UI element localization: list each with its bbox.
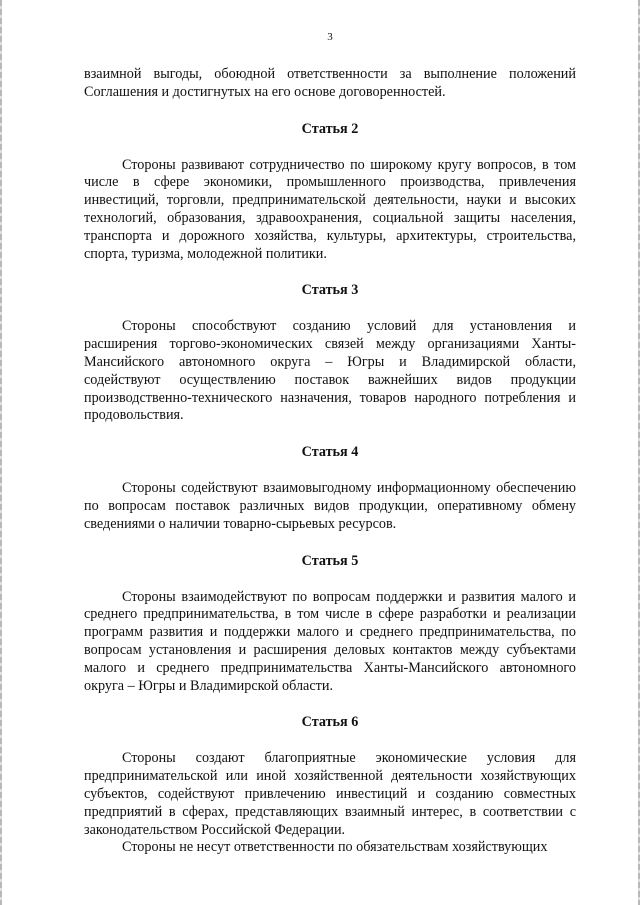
article-4 [84, 443, 576, 533]
document-page [84, 30, 576, 857]
article-3 [84, 281, 576, 425]
scan-left-edge [0, 0, 2, 905]
article-2-paragraph-1: Стороны развивают сотрудничество по широкому кругу вопросов, в том числе в сфере экономики, промышленного производства, привлечения инвестиций, торговли, предпринимательской деятельности, науки и высоких технологий, образования, здравоохранения, социальной защиты населения, транспорта и дорожного хозяйства, культуры, архитектуры, строительства, спорта, туризма, молодежной политики. [84, 156, 576, 262]
intro-paragraph: взаимной выгоды, обоюдной ответственности за выполнение положений Соглашения и достигнутых на его основе договоренностей. [84, 66, 576, 100]
article-5 [84, 552, 576, 696]
article-4-paragraph-1: Стороны содействуют взаимовыгодному информационному обеспечению по вопросам поставок различных видов продукции, оперативному обмену сведениями о наличии товарно-сырьевых ресурсов. [84, 480, 576, 532]
article-2 [84, 120, 576, 264]
article-4-title: Статья 4 [301, 444, 359, 461]
article-3-title: Статья 3 [301, 282, 359, 299]
article-6-paragraph-1: Стороны создают благоприятные экономические условия для предпринимательской или иной хозяйственной деятельности хозяйствующих субъектов, содействуют привлечению инвестиций и созданию совместных предприятий в сферах, представляющих взаимный интерес, в соответствии с законодательством Российской Федерации. [84, 750, 576, 838]
article-3-paragraph-1: Стороны способствуют созданию условий для установления и расширения торгово-экономических связей между организациями Ханты-Мансийского автономного округа – Югры и Владимирской области, содействуют осуществлению поставок важнейших видов продукции производственно-технического назначения, товаров народного потребления и продовольствия. [84, 318, 576, 424]
article-6-paragraph-2: Стороны не несут ответственности по обязательствам хозяйствующих [122, 839, 548, 856]
page-number: 3 [327, 31, 333, 43]
article-5-paragraph-1: Стороны взаимодействуют по вопросам поддержки и развития малого и среднего предпринимательства, в том числе в сфере разработки и реализации программ развития и поддержки малого и среднего предпринимательства, по вопросам установления и расширения деловых контактов между субъектами малого и среднего предпринимательства Ханты-Мансийского автономного округа – Югры и Владимирской области. [84, 588, 576, 694]
article-5-title: Статья 5 [301, 552, 359, 569]
article-6-title: Статья 6 [301, 714, 359, 731]
article-6 [84, 713, 576, 857]
article-2-title: Статья 2 [301, 120, 359, 137]
